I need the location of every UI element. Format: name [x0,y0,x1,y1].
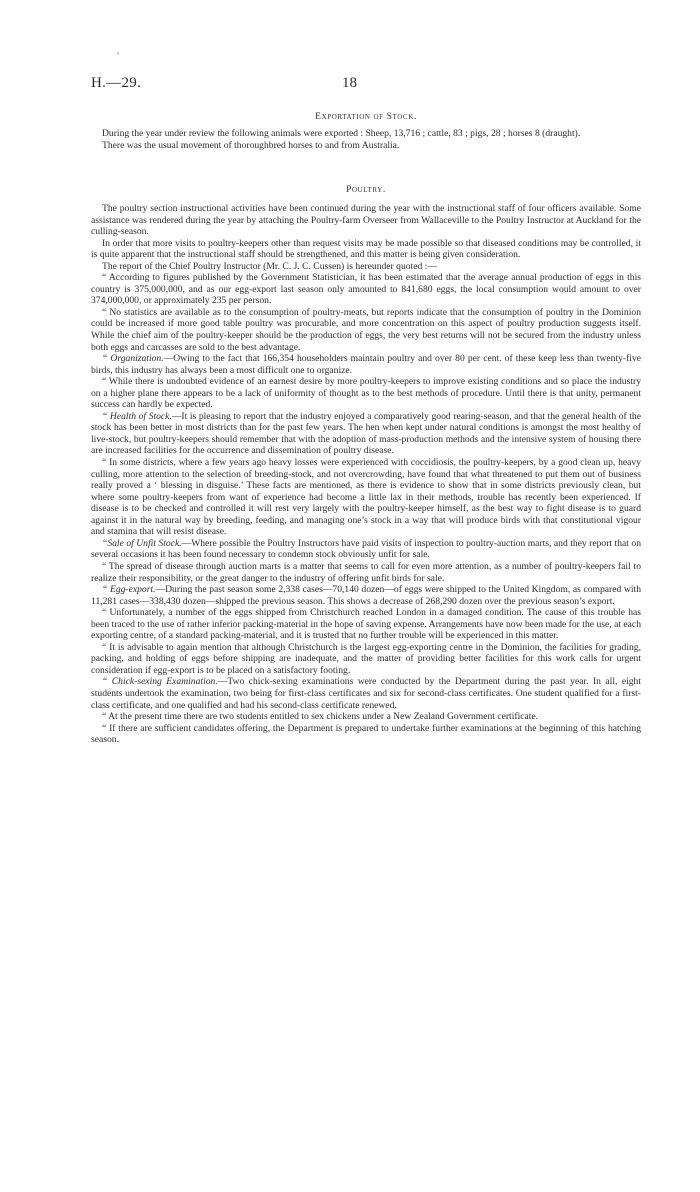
sale-of-unfit-stock-paragraph [91,538,641,561]
health-of-stock-paragraph [91,411,641,457]
chick-sexing-title: “ Chick-sexing Examination. [102,676,218,688]
chick-sexing-text: —Two chick-sexing examinations were conducted by the Department during the past year. In all, eight students undertook the examination, two being for first-class certificates and six for second-class certificates. One student qualified for a first-class certificate, and one qualified and had his second-class certificate renewed. [91,676,642,711]
chick-sexing-paragraph [91,676,641,711]
poultry-paragraph-5: “ No statistics are available as to the consumption of poultry-meats, but reports indicate that the consumption of poultry in the Dominion could be increased if more good table poultry was procurable, and more concentration on this aspect of poultry production suggests itself. While the chief aim of the poultry-keeper should be the production of eggs, the very best returns will not be secured from the industry unless both eggs and carcasses are sold to the best advantage. [91,306,641,353]
health-of-stock-text: —It is pleasing to report that the industry enjoyed a comparatively good rearing-season, and that the general health of the stock has been better in most districts than for the past few years. The hen when kept under natural conditions is amongst the most healthy of live-stock, but poultry-keepers should remember that with the adoption of mass-production methods and the intensive system of housing there are increased facilities for the occurrence and dissemination of poultry disease. [91,410,641,457]
health-of-stock-title: “ Health of Stock. [102,410,172,422]
poultry-paragraph-14: “ It is advisable to again mention that although Christchurch is the largest egg-exporting centre in the Dominion, the facilities for grading, packing, and holding of eggs before shipping are inadequate, and the matter of providing better facilities for this work calls for urgent consideration if egg-export is to be placed on a satisfactory footing. [91,641,641,676]
poultry-paragraph-11: “ The spread of disease through auction marts is a matter that seems to call for even more attention, as a number of poultry-keepers fail to realize their responsibility, or the great danger to the industry of offering unfit birds for sale. [91,560,641,584]
export-body [91,128,641,151]
poultry-paragraph-9: “ In some districts, where a few years ago heavy losses were experienced with coccidiosis, the poultry-keepers, by a good clean up, heavy culling, more attention to the selection of breeding-stock, and not overcrowding, have found that what threatened to put them out of business really proved a ‘ blessing in disguise.’ These facts are mentioned, as there is evidence to show that in some districts previously clean, but where some poultry-keepers from want of experience had become a little lax in their methods, trouble has recently been experienced. If disease is to be checked and controlled it will rest very largely with the poultry-keeper himself, as the best way to fight disease is to guard against it in the natural way by breeding, feeding, and managing one’s stock in a way that will produce birds with that constitutional vigour and stamina that will resist disease. [91,457,641,538]
organization-text: —Owing to the fact that 166,354 householders maintain poultry and over 80 per cent. of these keep less than twenty-five birds, this industry has always been a most difficult one to organize. [91,353,642,376]
page-number: 18 [342,75,357,91]
scan-speck [117,52,119,55]
egg-export-paragraph [91,584,641,607]
export-heading: Exportation of Stock. [315,112,417,122]
export-section [91,112,641,122]
poultry-paragraph-16: “ At the present time there are two students entitled to sex chickens under a New Zealand Government certificate. [102,711,539,723]
poultry-paragraph-2: In order that more visits to poultry-keepers other than request visits may be made possible so that diseased conditions may be controlled, it is quite apparent that the instructional staff should be strengthened, and this matter is being given consideration. [91,237,641,261]
poultry-heading-wrap [91,185,641,195]
poultry-paragraph-17: “ If there are sufficient candidates offering, the Department is prepared to undertake further examinations at the beginning of this hatching season. [91,722,641,746]
parliamentary-paper-ref: H.—29. [91,75,142,91]
poultry-heading: Poultry. [346,185,386,195]
poultry-paragraph-4: “ According to figures published by the Government Statistician, it has been estimated that the average annual production of eggs in this country is 375,000,000, and as our egg-export last season only amounted to 841,680 eggs, the local consumption would amount to over 374,000,000, or approximately 235 per person. [91,272,641,307]
organization-paragraph [91,353,641,376]
sale-of-unfit-stock-title: “Sale of Unfit Stock. [102,537,182,549]
egg-export-title: “ Egg-export. [102,584,156,596]
poultry-body [91,203,641,746]
organization-title: “ Organization. [102,353,164,365]
poultry-paragraph-1: The poultry section instructional activities have been continued during the year with the instructional staff of four officers available. Some assistance was rendered during the year by attaching the Poultry-farm Overseer from Wallaceville to the Poultry Instructor at Auckland for the culling-season. [91,203,641,238]
export-paragraph-2: There was the usual movement of thoroughbred horses to and from Australia. [102,139,400,151]
sale-of-unfit-stock-text: —Where possible the Poultry Instructors have paid visits of inspection to poultry-auction marts, and they report that on several occasions it has been found necessary to condemn stock obviously unfit for sale. [91,537,641,561]
egg-export-text: —During the past season some 2,338 cases—70,140 dozen—of eggs were shipped to the United Kingdom, as compared with 11,281 cases—338,430 dozen—shipped the previous season. This shows a decrease of 268,290 dozen over the previous season’s export. [91,584,641,607]
poultry-paragraph-3: The report of the Chief Poultry Instructor (Mr. C. J. C. Cussen) is hereunder quoted :— [102,260,437,272]
poultry-paragraph-7: “ While there is undoubted evidence of an earnest desire by more poultry-keepers to improve existing conditions and so place the industry on a higher plane there appears to be a lack of uniformity of thought as to the best methods of procedure. Until there is that unity, permanent success can hardly be expected. [91,376,641,411]
export-paragraph-1: During the year under review the following animals were exported : Sheep, 13,716 ; cattle, 83 ; pigs, 28 ; horses 8 (draught). [102,128,581,139]
poultry-paragraph-13: “ Unfortunately, a number of the eggs shipped from Christchurch reached London in a damaged condition. The cause of this trouble has been traced to the use of rather inferior packing-material in the hope of saving expense. Arrangements have now been made for the use, at each exporting centre, of a standard packing-material, and it is trusted that no further trouble will be experienced in this matter. [91,607,641,642]
